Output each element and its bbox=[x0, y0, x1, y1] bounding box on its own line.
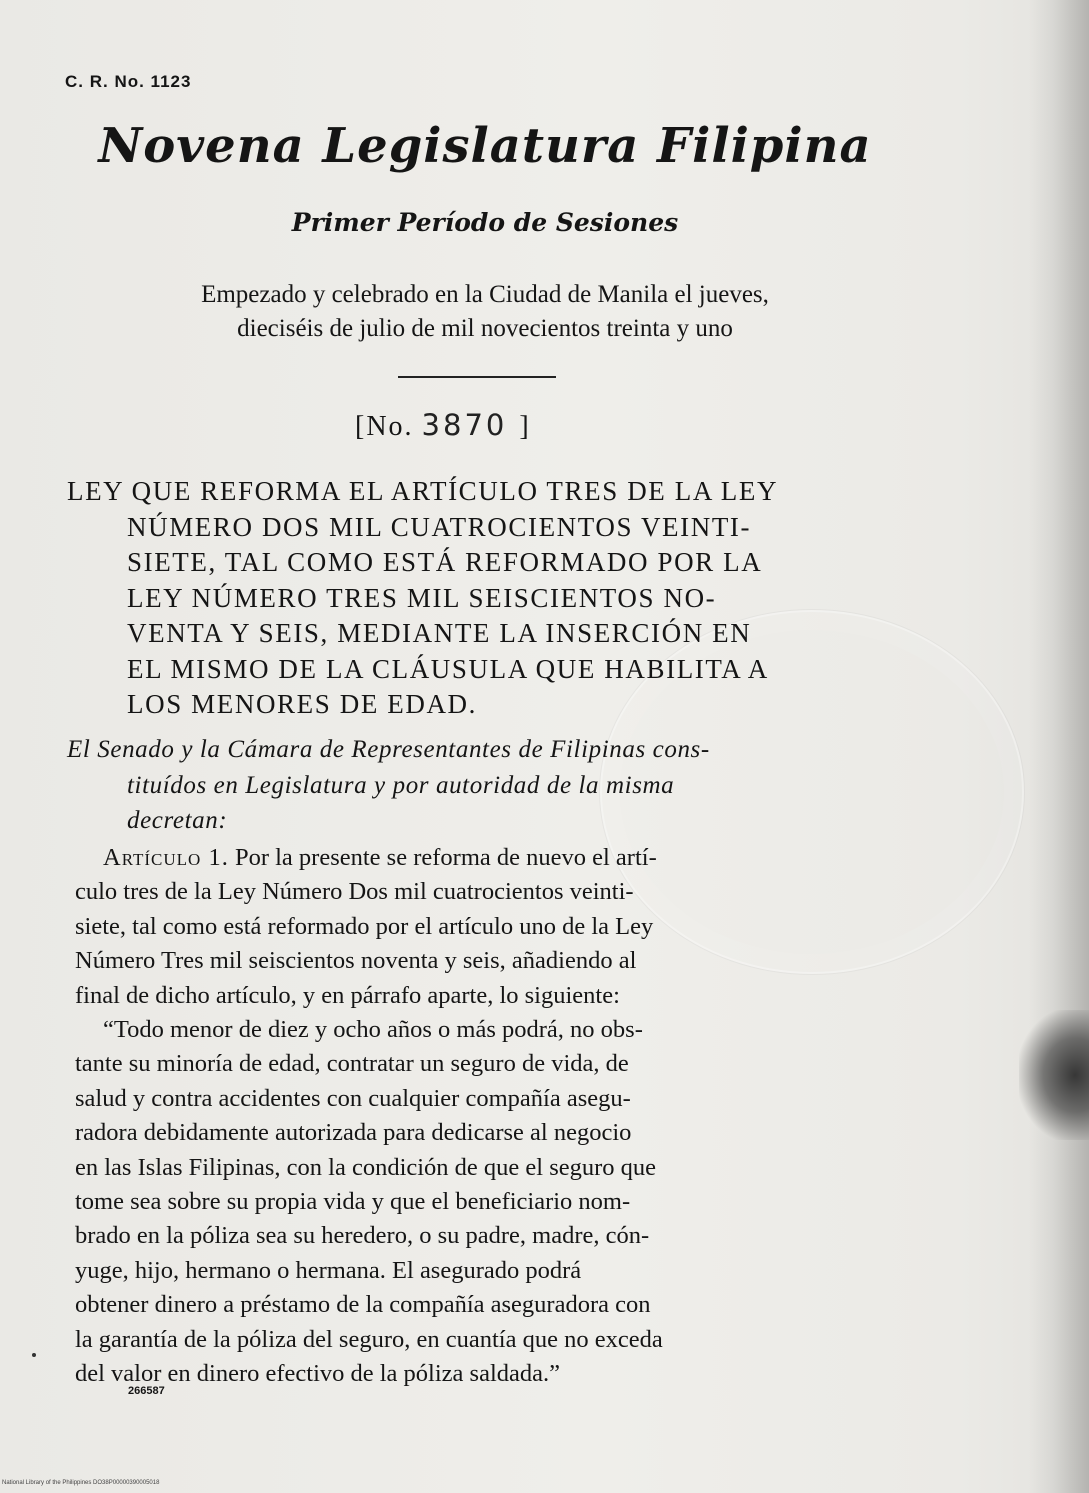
legislature-title: Novena Legislatura Filipina bbox=[98, 118, 872, 174]
printing-number: 266587 bbox=[128, 1385, 165, 1397]
article-line: radora debidamente autorizada para dedicarse al negocio bbox=[75, 1119, 632, 1147]
article-line bbox=[75, 841, 905, 875]
article-heading: Artículo 1. bbox=[103, 844, 229, 871]
article-line: “Todo menor de diez y ocho años o más podrá, no obs- bbox=[103, 1016, 643, 1044]
law-title-line: SIETE, TAL COMO ESTÁ REFORMADO POR LA bbox=[127, 547, 763, 577]
enacting-line: decretan: bbox=[127, 807, 228, 834]
ink-blot bbox=[1019, 1010, 1089, 1140]
article-line: final de dicho artículo, y en párrafo aparte, lo siguiente: bbox=[75, 981, 620, 1009]
article-line: Número Tres mil seiscientos noventa y seis, añadiendo al bbox=[75, 947, 637, 975]
article-line: tante su minoría de edad, contratar un seguro de vida, de bbox=[75, 1050, 629, 1078]
law-title-line: LEY QUE REFORMA EL ARTÍCULO TRES DE LA LEY bbox=[67, 476, 779, 506]
article-line: yuge, hijo, hermano o hermana. El asegurado podrá bbox=[75, 1256, 582, 1284]
article-line-text: Por la presente se reforma de nuevo el artí- bbox=[234, 844, 657, 871]
article-line: siete, tal como está reformado por el artículo uno de la Ley bbox=[75, 912, 654, 940]
law-title-line: EL MISMO DE LA CLÁUSULA QUE HABILITA A bbox=[127, 653, 769, 684]
article-line: culo tres de la Ley Número Dos mil cuatrocientos veinti- bbox=[75, 878, 634, 906]
article-line: la garantía de la póliza del seguro, en cuantía que no exceda bbox=[75, 1325, 663, 1353]
law-title bbox=[67, 474, 902, 723]
document-reference: C. R. No. 1123 bbox=[65, 72, 192, 91]
article-line: del valor en dinero efectivo de la póliza saldada.” bbox=[75, 1360, 561, 1388]
law-title-line: VENTA Y SEIS, MEDIANTE LA INSERCIÓN EN bbox=[127, 618, 752, 648]
article-line: salud y contra accidentes con cualquier compañía asegu- bbox=[75, 1084, 631, 1112]
law-title-line: LEY NÚMERO TRES MIL SEISCIENTOS NO- bbox=[127, 582, 717, 613]
act-number-suffix: ] bbox=[519, 411, 531, 442]
margin-dot bbox=[32, 1353, 36, 1357]
page-edge-shadow bbox=[1029, 0, 1089, 1493]
archive-credit: National Library of the Philippines DO38P00000390005018 bbox=[2, 1480, 160, 1486]
article-line: brado en la póliza sea su heredero, o su padre, madre, cón- bbox=[75, 1222, 650, 1250]
enacting-clause bbox=[67, 732, 902, 839]
act-number-prefix: [No. bbox=[355, 411, 414, 442]
enacting-line: El Senado y la Cámara de Representantes de Filipinas cons- bbox=[67, 736, 710, 763]
law-title-line: NÚMERO DOS MIL CUATROCIENTOS VEINTI- bbox=[127, 511, 752, 542]
enacting-line: tituídos en Legislatura y por autoridad de la misma bbox=[127, 771, 675, 799]
law-title-line: LOS MENORES DE EDAD. bbox=[127, 689, 478, 719]
article-line: tome sea sobre su propia vida y que el beneficiario nom- bbox=[75, 1188, 631, 1216]
intro-paragraph bbox=[0, 278, 970, 346]
horizontal-rule bbox=[398, 376, 556, 378]
intro-line: Empezado y celebrado en la Ciudad de Manila el jueves, bbox=[201, 281, 769, 308]
intro-line: dieciséis de julio de mil novecientos treinta y uno bbox=[237, 315, 733, 342]
act-number-value: 3870 bbox=[421, 408, 508, 442]
article-line: en las Islas Filipinas, con la condición de que el seguro que bbox=[75, 1153, 657, 1181]
session-subtitle: Primer Período de Sesiones bbox=[291, 208, 679, 237]
article-line: obtener dinero a préstamo de la compañía aseguradora con bbox=[75, 1291, 651, 1319]
article-body bbox=[75, 841, 905, 1392]
act-number bbox=[355, 408, 531, 443]
